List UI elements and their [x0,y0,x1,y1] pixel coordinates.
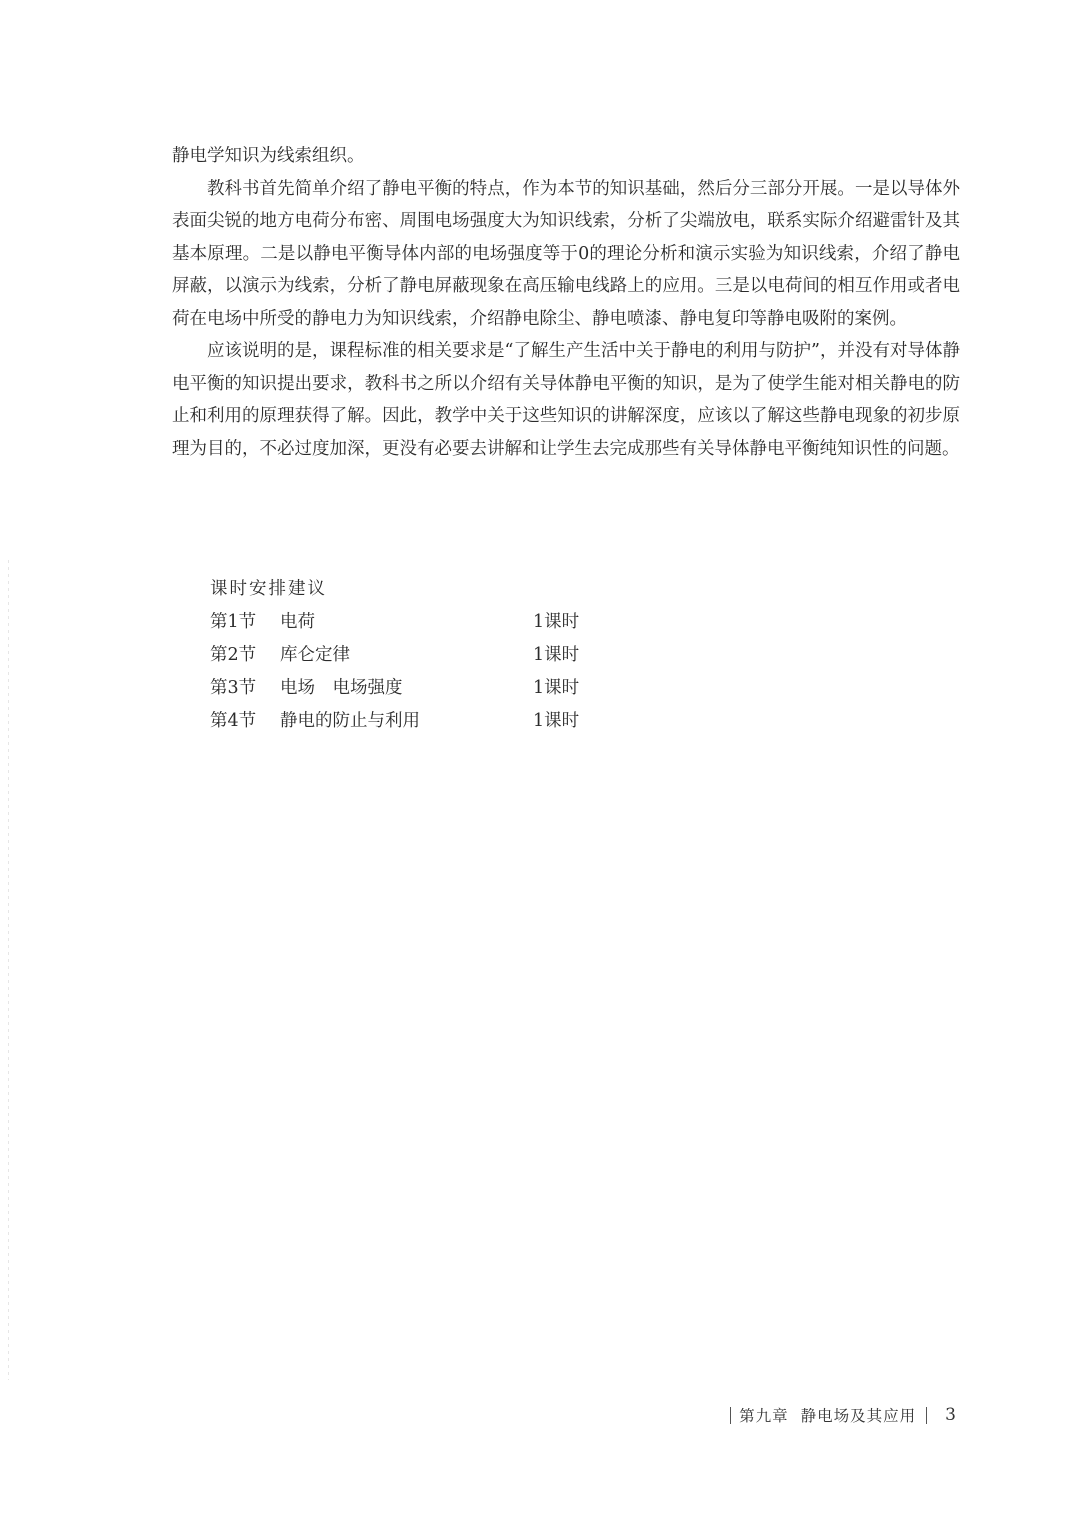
section-hours: 1课时 [533,645,580,665]
section-number: 第3节 [210,678,257,698]
section-number: 第4节 [210,711,257,731]
section-topic: 库仑定律 [280,645,350,665]
section-topic: 电场 电场强度 [280,678,403,698]
lesson-schedule [210,572,630,738]
chapter-label: 第九章 [739,1407,789,1425]
page-footer [730,1404,956,1426]
paragraph-note: 应该说明的是，课程标准的相关要求是“了解生产生活中关于静电的利用与防护”，并没有对导体静电平衡的知识提出要求，教科书之所以介绍有关导体静电平衡的知识，是为了使学生能对相关静电的防止和利用的原理获得了解。因此，教学中关于这些知识的讲解深度，应该以了解这些静电现象的初步原理为目的，不必过度加深，更没有必要去讲解和让学生去完成那些有关导体静电平衡纯知识性的问题。 [172,341,960,459]
section-number: 第1节 [210,612,257,632]
chapter-title: 静电场及其应用 [800,1407,917,1425]
section-hours: 1课时 [533,711,580,731]
body-text [172,140,960,465]
schedule-row [210,639,630,672]
schedule-row [210,705,630,738]
page-number: 3 [945,1405,956,1425]
schedule-row [210,672,630,705]
section-topic: 静电的防止与利用 [280,711,420,731]
schedule-row [210,606,630,639]
schedule-title: 课时安排建议 [210,579,327,599]
footer-divider [730,1407,731,1424]
footer-divider [926,1407,927,1424]
paragraph-continuation: 静电学知识为线索组织。 [172,146,365,166]
section-number: 第2节 [210,645,257,665]
section-hours: 1课时 [533,678,580,698]
paragraph-structure: 教科书首先简单介绍了静电平衡的特点，作为本节的知识基础，然后分三部分开展。一是以导体外表面尖锐的地方电荷分布密、周围电场强度大为知识线索，分析了尖端放电，联系实际介绍避雷针及其基本原理。二是以静电平衡导体内部的电场强度等于0的理论分析和演示实验为知识线索，介绍了静电屏蔽，以演示为线索，分析了静电屏蔽现象在高压输电线路上的应用。三是以电荷间的相互作用或者电荷在电场中所受的静电力为知识线索，介绍静电除尘、静电喷漆、静电复印等静电吸附的案例。 [172,178,960,329]
section-hours: 1课时 [533,612,580,632]
page-edge-shadow [8,560,9,1380]
section-topic: 电荷 [280,612,315,632]
